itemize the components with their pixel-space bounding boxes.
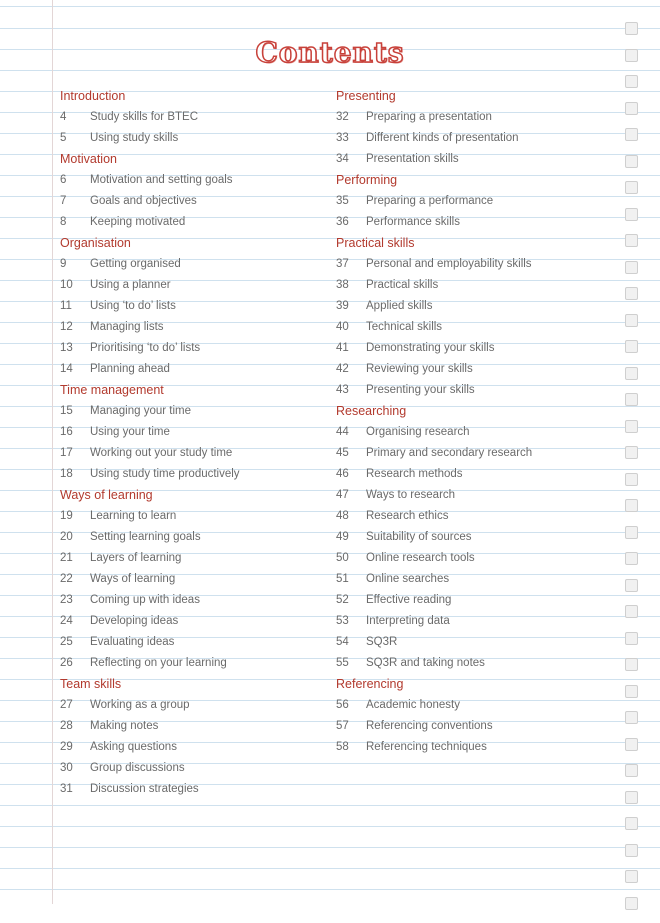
page-number: 49 [336,531,349,543]
binder-square-icon [625,711,638,724]
contents-entry[interactable] [60,170,320,191]
contents-entry[interactable] [60,212,320,233]
section-heading: Referencing [336,677,404,691]
contents-entry[interactable] [336,275,616,296]
page-number: 46 [336,468,349,480]
contents-entry[interactable] [60,254,320,275]
binder-square-icon [625,605,638,618]
page-number: 23 [60,594,73,606]
binder-square-icon [625,632,638,645]
binder-square-icon [625,473,638,486]
page-number: 11 [60,300,72,312]
section-heading: Practical skills [336,236,415,250]
contents-section [336,170,616,233]
binder-square-icon [625,155,638,168]
page-number: 18 [60,468,73,480]
binder-square-icon [625,791,638,804]
entry-title: Using study time productively [90,468,240,480]
entry-title: Presenting your skills [366,384,475,396]
page-number: 44 [336,426,349,438]
entry-title: Online research tools [366,552,475,564]
page-number: 30 [60,762,73,774]
binder-square-icon [625,764,638,777]
page-number: 37 [336,258,349,270]
contents-entry[interactable] [336,485,616,506]
binder-square-icon [625,844,638,857]
entry-title: Research methods [366,468,463,480]
contents-entry[interactable] [336,527,616,548]
binder-square-icon [625,367,638,380]
entry-title: Ways of learning [90,573,176,585]
page-number: 40 [336,321,349,333]
binder-square-icon [625,102,638,115]
binder-square-icon [625,552,638,565]
page-number: 27 [60,699,73,711]
contents-section [60,485,320,674]
page-number: 15 [60,405,73,417]
section-heading: Motivation [60,152,117,166]
entry-title: Ways to research [366,489,456,501]
contents-entry[interactable] [336,359,616,380]
entry-title: Referencing techniques [366,741,487,753]
binder-holes [625,22,639,923]
binder-square-icon [625,685,638,698]
contents-entry[interactable] [336,254,616,275]
section-heading: Researching [336,404,407,418]
contents-left-column [60,86,320,800]
page-number: 48 [336,510,349,522]
entry-title: Using ‘to do’ lists [90,300,176,312]
contents-entry[interactable] [60,359,320,380]
entry-title: Online searches [366,573,450,585]
binder-square-icon [625,870,638,883]
contents-entry[interactable] [336,422,616,443]
entry-title: Setting learning goals [90,531,201,543]
entry-title: Asking questions [90,741,177,753]
contents-entry[interactable] [60,737,320,758]
contents-entry[interactable] [336,590,616,611]
contents-entry[interactable] [60,506,320,527]
section-heading: Introduction [60,89,126,103]
page-number: 57 [336,720,349,732]
page-number: 43 [336,384,349,396]
entry-title: Study skills for BTEC [90,111,198,123]
contents-entry[interactable] [336,107,616,128]
page-number: 35 [336,195,349,207]
binder-square-icon [625,526,638,539]
contents-entry[interactable] [336,506,616,527]
contents-entry[interactable] [336,464,616,485]
contents-entry[interactable] [336,128,616,149]
contents-entry[interactable] [60,296,320,317]
entry-title: Preparing a performance [366,195,494,207]
page-number: 34 [336,153,349,165]
entry-title: Working out your study time [90,447,233,459]
contents-entry[interactable] [60,716,320,737]
page-number: 8 [60,216,67,228]
entry-title: Presentation skills [366,153,459,165]
contents-section [336,233,616,401]
contents-entry[interactable] [60,275,320,296]
page-number: 32 [336,111,349,123]
contents-entry[interactable] [336,317,616,338]
entry-title: Discussion strategies [90,783,199,795]
entry-title: Interpreting data [366,615,450,627]
page-number: 7 [60,195,67,207]
contents-right-column [336,86,616,758]
margin-line [52,0,53,904]
page-number: 20 [60,531,73,543]
page-number: 21 [60,552,73,564]
binder-square-icon [625,393,638,406]
contents-entry[interactable] [60,422,320,443]
page-number: 50 [336,552,349,564]
contents-section [60,86,320,149]
entry-title: Keeping motivated [90,216,186,228]
binder-square-icon [625,658,638,671]
entry-title: Managing your time [90,405,191,417]
page-number: 56 [336,699,349,711]
contents-entry[interactable] [60,401,320,422]
binder-square-icon [625,208,638,221]
entry-title: Different kinds of presentation [366,132,519,144]
contents-entry[interactable] [336,149,616,170]
entry-title: Making notes [90,720,159,732]
binder-square-icon [625,287,638,300]
binder-square-icon [625,234,638,247]
contents-entry[interactable] [336,443,616,464]
binder-square-icon [625,499,638,512]
contents-entry[interactable] [60,653,320,674]
entry-title: Effective reading [366,594,452,606]
entry-title: Getting organised [90,258,181,270]
contents-entry[interactable] [336,548,616,569]
page-number: 16 [60,426,73,438]
page-number: 17 [60,447,73,459]
page-number: 4 [60,111,67,123]
entry-title: Using your time [90,426,170,438]
entry-title: Learning to learn [90,510,177,522]
entry-title: Practical skills [366,279,439,291]
binder-square-icon [625,340,638,353]
page-number: 6 [60,174,67,186]
section-heading: Time management [60,383,164,397]
contents-entry[interactable] [336,632,616,653]
page-number: 51 [336,573,349,585]
page-number: 10 [60,279,73,291]
contents-section [60,233,320,380]
page-number: 25 [60,636,73,648]
page-number: 42 [336,363,349,375]
binder-square-icon [625,579,638,592]
page-number: 41 [336,342,349,354]
contents-entry[interactable] [60,128,320,149]
entry-title: Coming up with ideas [90,594,200,606]
page-number: 47 [336,489,349,501]
entry-title: Evaluating ideas [90,636,175,648]
contents-entry[interactable] [60,590,320,611]
contents-entry[interactable] [336,338,616,359]
contents-section [336,86,616,170]
page-number: 28 [60,720,73,732]
page-number: 53 [336,615,349,627]
entry-title: Layers of learning [90,552,182,564]
entry-title: Using study skills [90,132,179,144]
page-number: 39 [336,300,349,312]
page-number: 26 [60,657,73,669]
entry-title: Goals and objectives [90,195,197,207]
contents-entry[interactable] [60,695,320,716]
contents-section [336,674,616,758]
page-number: 5 [60,132,67,144]
contents-entry[interactable] [336,296,616,317]
page-number: 38 [336,279,349,291]
entry-title: Managing lists [90,321,164,333]
entry-title: Applied skills [366,300,433,312]
entry-title: Suitability of sources [366,531,472,543]
binder-square-icon [625,420,638,433]
page-number: 9 [60,258,67,270]
entry-title: Reflecting on your learning [90,657,227,669]
contents-entry[interactable] [336,611,616,632]
contents-entry[interactable] [60,632,320,653]
page-number: 45 [336,447,349,459]
contents-entry[interactable] [60,548,320,569]
entry-title: SQ3R and taking notes [366,657,485,669]
binder-square-icon [625,128,638,141]
entry-title: Personal and employability skills [366,258,532,270]
section-heading: Team skills [60,677,122,691]
page-number: 22 [60,573,73,585]
contents-entry[interactable] [336,212,616,233]
entry-title: Research ethics [366,510,449,522]
contents-entry[interactable] [60,443,320,464]
entry-title: Primary and secondary research [366,447,533,459]
page-number: 33 [336,132,349,144]
binder-square-icon [625,181,638,194]
contents-entry[interactable] [336,716,616,737]
page-number: 55 [336,657,349,669]
contents-entry[interactable] [336,653,616,674]
entry-title: Motivation and setting goals [90,174,233,186]
entry-title: Organising research [366,426,470,438]
section-heading: Presenting [336,89,396,103]
contents-entry[interactable] [336,569,616,590]
contents-section [60,380,320,485]
binder-square-icon [625,446,638,459]
contents-section [60,674,320,800]
contents-entry[interactable] [60,758,320,779]
entry-title: Using a planner [90,279,171,291]
entry-title: Group discussions [90,762,185,774]
binder-square-icon [625,75,638,88]
binder-square-icon [625,897,638,910]
contents-entry[interactable] [336,695,616,716]
contents-entry[interactable] [336,191,616,212]
contents-entry[interactable] [60,611,320,632]
contents-entry[interactable] [60,317,320,338]
page-number: 29 [60,741,73,753]
entry-title: SQ3R [366,636,398,648]
entry-title: Developing ideas [90,615,179,627]
entry-title: Performance skills [366,216,460,228]
page-number: 52 [336,594,349,606]
page-number: 19 [60,510,73,522]
contents-entry[interactable] [60,569,320,590]
contents-entry[interactable] [336,380,616,401]
entry-title: Academic honesty [366,699,460,711]
entry-title: Preparing a presentation [366,111,492,123]
page-number: 31 [60,783,73,795]
section-heading: Ways of learning [60,488,153,502]
entry-title: Planning ahead [90,363,170,375]
contents-entry[interactable] [60,527,320,548]
page-number: 54 [336,636,349,648]
contents-entry[interactable] [336,737,616,758]
entry-title: Technical skills [366,321,443,333]
page-number: 24 [60,615,73,627]
contents-entry[interactable] [60,464,320,485]
contents-entry[interactable] [60,107,320,128]
contents-entry[interactable] [60,779,320,800]
entry-title: Demonstrating your skills [366,342,495,354]
page-number: 36 [336,216,349,228]
page-number: 13 [60,342,73,354]
contents-entry[interactable] [60,338,320,359]
page-title: Contents [255,36,405,69]
binder-square-icon [625,738,638,751]
entry-title: Referencing conventions [366,720,493,732]
contents-section [60,149,320,233]
entry-title: Reviewing your skills [366,363,473,375]
page-number: 12 [60,321,73,333]
contents-section [336,401,616,674]
section-heading: Performing [336,173,398,187]
binder-square-icon [625,22,638,35]
page-number: 14 [60,363,73,375]
binder-square-icon [625,817,638,830]
section-heading: Organisation [60,236,131,250]
page-number: 58 [336,741,349,753]
entry-title: Working as a group [90,699,190,711]
binder-square-icon [625,261,638,274]
entry-title: Prioritising ‘to do’ lists [90,342,201,354]
contents-entry[interactable] [60,191,320,212]
binder-square-icon [625,314,638,327]
